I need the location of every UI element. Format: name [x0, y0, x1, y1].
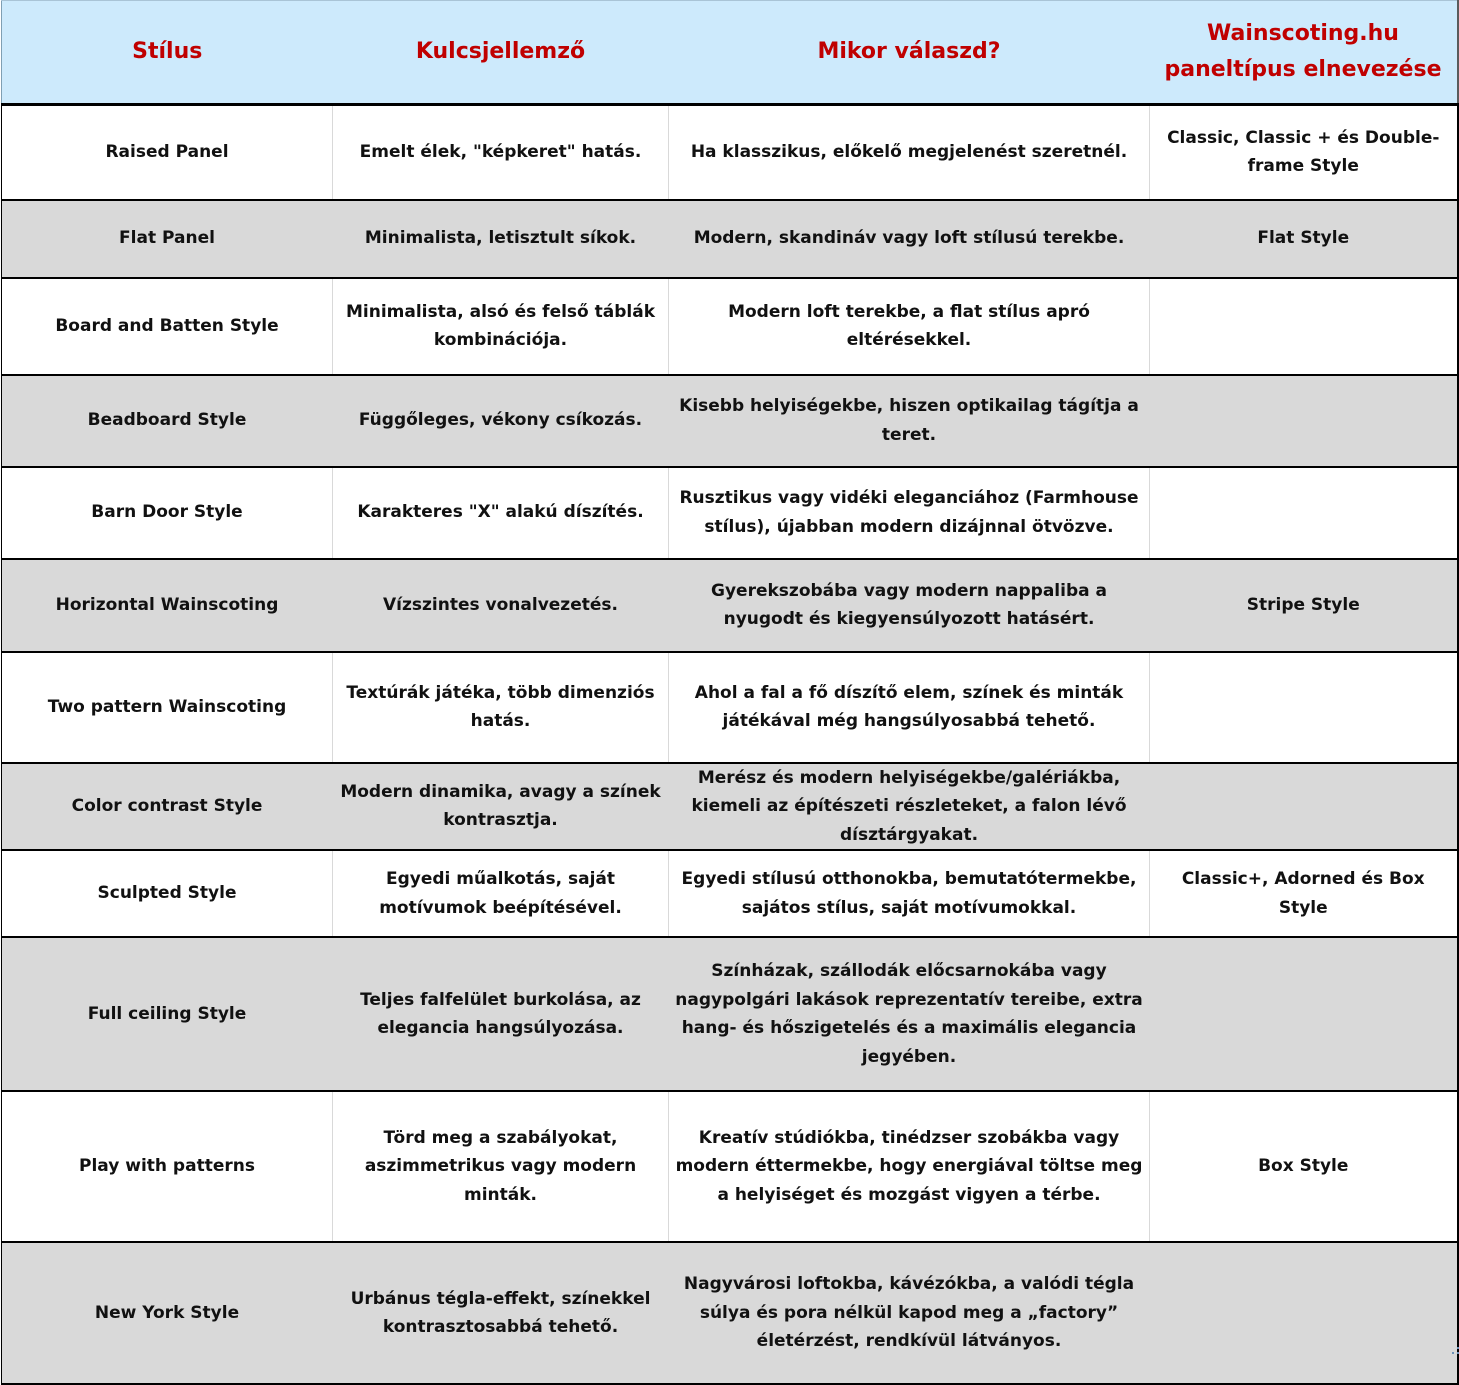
table-row: [2, 559, 1458, 652]
cell-panel-type[interactable]: [1150, 467, 1458, 559]
table-row: [2, 850, 1458, 937]
cell-key-feature[interactable]: Minimalista, alsó és felső táblák kombinációja.: [333, 278, 669, 375]
cell-style[interactable]: Raised Panel: [2, 105, 333, 200]
table-row: [2, 200, 1458, 278]
cell-when-to-choose[interactable]: Színházak, szállodák előcsarnokába vagy nagypolgári lakások reprezentatív tereibe, extra hang- és hőszigetelés és a maximális elegancia jegyében.: [669, 937, 1150, 1091]
cell-when-to-choose[interactable]: Modern loft terekbe, a flat stílus apró eltérésekkel.: [669, 278, 1150, 375]
cell-key-feature[interactable]: Modern dinamika, avagy a színek kontrasztja.: [333, 763, 669, 851]
cell-key-feature[interactable]: Teljes falfelület burkolása, az elegancia hangsúlyozása.: [333, 937, 669, 1091]
cell-style[interactable]: Beadboard Style: [2, 375, 333, 467]
cell-when-to-choose[interactable]: Ahol a fal a fő díszítő elem, színek és minták játékával még hangsúlyosabbá tehető.: [669, 652, 1150, 763]
cell-style[interactable]: Barn Door Style: [2, 467, 333, 559]
cell-style[interactable]: Play with patterns: [2, 1091, 333, 1242]
table-row: [2, 652, 1458, 763]
cell-when-to-choose[interactable]: Ha klasszikus, előkelő megjelenést szeretnél.: [669, 105, 1150, 200]
cell-panel-type[interactable]: [1150, 1242, 1458, 1384]
table-row: [2, 763, 1458, 851]
cell-key-feature[interactable]: Függőleges, vékony csíkozás.: [333, 375, 669, 467]
cell-style[interactable]: Color contrast Style: [2, 763, 333, 851]
header-when-to-choose[interactable]: Mikor válaszd?: [669, 1, 1150, 105]
table-row: [2, 105, 1458, 200]
cell-style[interactable]: Flat Panel: [2, 200, 333, 278]
cell-style[interactable]: Two pattern Wainscoting: [2, 652, 333, 763]
table-row: [2, 467, 1458, 559]
cell-panel-type[interactable]: [1150, 375, 1458, 467]
cell-when-to-choose[interactable]: Rusztikus vagy vidéki eleganciához (Farmhouse stílus), újabban modern dizájnnal ötvözve.: [669, 467, 1150, 559]
cell-key-feature[interactable]: Törd meg a szabályokat, aszimmetrikus vagy modern minták.: [333, 1091, 669, 1242]
cell-style[interactable]: Sculpted Style: [2, 850, 333, 937]
wainscoting-style-table: [1, 0, 1459, 1385]
header-panel-type-name[interactable]: Wainscoting.hu paneltípus elnevezése: [1150, 1, 1458, 105]
cell-panel-type[interactable]: [1150, 937, 1458, 1091]
cell-key-feature[interactable]: Urbánus tégla-effekt, színekkel kontrasztosabbá tehető.: [333, 1242, 669, 1384]
cell-panel-type[interactable]: [1150, 763, 1458, 851]
cell-panel-type[interactable]: [1150, 278, 1458, 375]
cell-key-feature[interactable]: Egyedi műalkotás, saját motívumok beépítésével.: [333, 850, 669, 937]
cell-when-to-choose[interactable]: Egyedi stílusú otthonokba, bemutatótermekbe, sajátos stílus, saját motívumokkal.: [669, 850, 1150, 937]
header-style[interactable]: Stílus: [2, 1, 333, 105]
cell-key-feature[interactable]: Karakteres "X" alakú díszítés.: [333, 467, 669, 559]
table-row: [2, 937, 1458, 1091]
cell-panel-type[interactable]: Stripe Style: [1150, 559, 1458, 652]
cell-style[interactable]: Full ceiling Style: [2, 937, 333, 1091]
cell-panel-type[interactable]: [1150, 652, 1458, 763]
cell-panel-type[interactable]: Classic+, Adorned és Box Style: [1150, 850, 1458, 937]
cell-when-to-choose[interactable]: Kisebb helyiségekbe, hiszen optikailag tágítja a teret.: [669, 375, 1150, 467]
cell-style[interactable]: New York Style: [2, 1242, 333, 1384]
cell-key-feature[interactable]: Textúrák játéka, több dimenziós hatás.: [333, 652, 669, 763]
cell-style[interactable]: Board and Batten Style: [2, 278, 333, 375]
cell-panel-type[interactable]: Classic, Classic + és Double-frame Style: [1150, 105, 1458, 200]
cell-panel-type[interactable]: Flat Style: [1150, 200, 1458, 278]
cell-key-feature[interactable]: Emelt élek, "képkeret" hatás.: [333, 105, 669, 200]
cell-when-to-choose[interactable]: Gyerekszobába vagy modern nappaliba a nyugodt és kiegyensúlyozott hatásért.: [669, 559, 1150, 652]
table-row: [2, 278, 1458, 375]
cell-style[interactable]: Horizontal Wainscoting: [2, 559, 333, 652]
selection-resize-handle[interactable]: [1452, 1347, 1459, 1354]
cell-key-feature[interactable]: Vízszintes vonalvezetés.: [333, 559, 669, 652]
header-row: [2, 1, 1458, 105]
cell-when-to-choose[interactable]: Merész és modern helyiségekbe/galériákba, kiemeli az építészeti részleteket, a falon lévő dísztárgyakat.: [669, 763, 1150, 851]
table-row: [2, 1242, 1458, 1384]
cell-key-feature[interactable]: Minimalista, letisztult síkok.: [333, 200, 669, 278]
table-row: [2, 1091, 1458, 1242]
cell-when-to-choose[interactable]: Nagyvárosi loftokba, kávézókba, a valódi tégla súlya és pora nélkül kapod meg a „factory” életérzést, rendkívül látványos.: [669, 1242, 1150, 1384]
cell-panel-type[interactable]: Box Style: [1150, 1091, 1458, 1242]
cell-when-to-choose[interactable]: Modern, skandináv vagy loft stílusú terekbe.: [669, 200, 1150, 278]
cell-when-to-choose[interactable]: Kreatív stúdiókba, tinédzser szobákba vagy modern éttermekbe, hogy energiával töltse meg a helyiséget és mozgást vigyen a térbe.: [669, 1091, 1150, 1242]
header-key-feature[interactable]: Kulcsjellemző: [333, 1, 669, 105]
table-row: [2, 375, 1458, 467]
